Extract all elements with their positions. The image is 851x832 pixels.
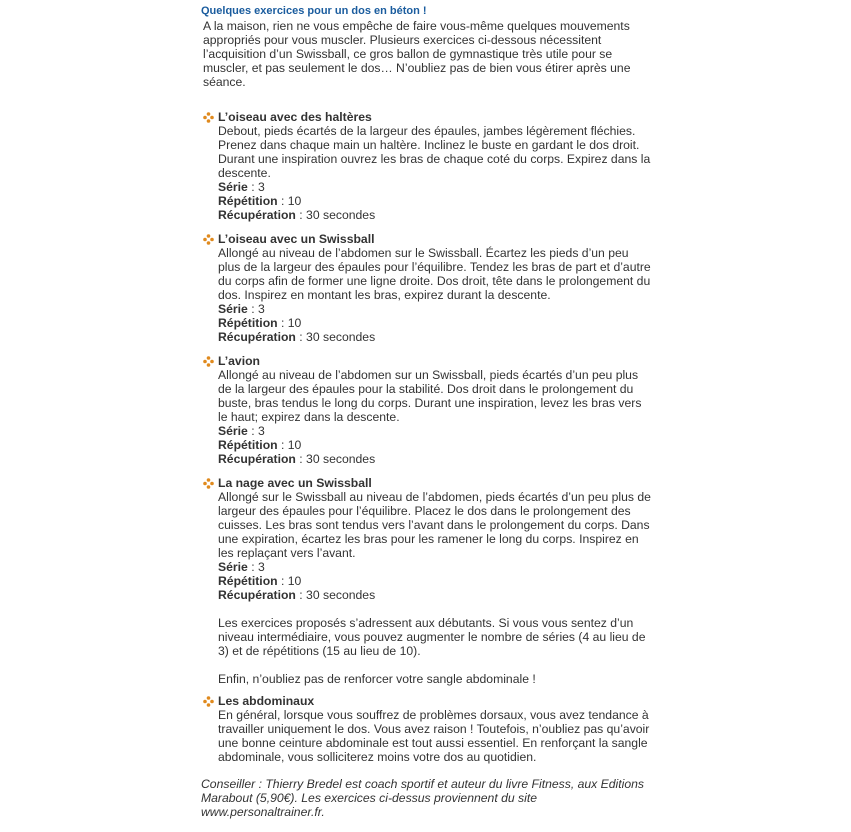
exercise-item bbox=[201, 354, 651, 466]
repetition-label: Répétition bbox=[218, 194, 278, 208]
exercise-serie bbox=[218, 302, 651, 316]
recuperation-label: Récupération bbox=[218, 588, 296, 602]
recuperation-label: Récupération bbox=[218, 330, 296, 344]
abdominals-title: Les abdominaux bbox=[218, 694, 315, 708]
abdominals-description: En général, lorsque vous souffrez de problèmes dorsaux, vous avez tendance à travailler uniquement le dos. Vous avez raison ! Toutefois, n’oubliez pas qu’avoir une bonne ceinture abdominale est tout aussi essentiel. En renforçant la sangle abdominale, vous solliciterez moins votre dos au quotidien. bbox=[218, 708, 650, 764]
orange-diamond-bullet-icon bbox=[203, 478, 214, 489]
orange-diamond-bullet-icon bbox=[203, 356, 214, 367]
orange-diamond-bullet-icon bbox=[203, 696, 214, 707]
serie-value: : 3 bbox=[247, 302, 265, 316]
orange-diamond-bullet-icon bbox=[203, 234, 214, 245]
exercise-title: L’oiseau avec un Swissball bbox=[218, 232, 375, 246]
article-intro: A la maison, rien ne vous empêche de faire vous-même quelques mouvements appropriés pour vous muscler. Plusieurs exercices ci-dessous nécessitent l’acquisition d’un Swissball, ce gros ballon de gymnastique très utile pour se muscler, et pas seulement le dos… N’oubliez pas de bien vous étirer après une séance. bbox=[203, 19, 631, 89]
exercise-recuperation bbox=[218, 208, 651, 222]
article bbox=[201, 5, 651, 819]
exercise-item bbox=[201, 232, 651, 344]
serie-label: Série bbox=[218, 302, 248, 316]
exercise-description: Allongé au niveau de l’abdomen sur le Swissball. Écartez les pieds d’un peu plus de la largeur des épaules pour l’équilibre. Tendez les bras de part et d’autre du corps afin de former une ligne droite. Dos droit, tête dans le prolongement du dos. Inspirez en montant les bras, expirez durant la descente. bbox=[218, 246, 651, 302]
author-credit: Conseiller : Thierry Bredel est coach sportif et auteur du livre Fitness, aux Editions Marabout (5,90€). Les exercices ci-dessus proviennent du site www.personaltrainer.fr. bbox=[201, 777, 645, 819]
recuperation-value: : 30 secondes bbox=[295, 330, 376, 344]
exercise-recuperation bbox=[218, 330, 651, 344]
exercise-repetition bbox=[218, 574, 651, 588]
repetition-label: Répétition bbox=[218, 574, 278, 588]
repetition-value: : 10 bbox=[277, 194, 302, 208]
serie-value: : 3 bbox=[247, 180, 265, 194]
repetition-label: Répétition bbox=[218, 438, 278, 452]
recuperation-value: : 30 secondes bbox=[295, 208, 376, 222]
exercise-description: Allongé au niveau de l’abdomen sur un Swissball, pieds écartés d’un peu plus de la largeur des épaules pour la stabilité. Dos droit dans le prolongement du buste, bras tendus le long du corps. Durant une inspiration, levez les bras vers le haut; expirez dans la descente. bbox=[218, 368, 642, 424]
exercise-recuperation bbox=[218, 588, 651, 602]
recuperation-value: : 30 secondes bbox=[295, 588, 376, 602]
exercise-title: La nage avec un Swissball bbox=[218, 476, 372, 490]
exercise-repetition bbox=[218, 194, 651, 208]
abdominals-section bbox=[201, 694, 651, 764]
recuperation-label: Récupération bbox=[218, 452, 296, 466]
recuperation-label: Récupération bbox=[218, 208, 296, 222]
advice-note-abdominal: Enfin, n’oubliez pas de renforcer votre sangle abdominale ! bbox=[218, 672, 536, 686]
exercise-serie bbox=[218, 560, 651, 574]
orange-diamond-bullet-icon bbox=[203, 112, 214, 123]
exercise-repetition bbox=[218, 438, 651, 452]
exercise-serie bbox=[218, 180, 651, 194]
exercise-recuperation bbox=[218, 452, 651, 466]
exercise-title: L’avion bbox=[218, 354, 260, 368]
serie-label: Série bbox=[218, 424, 248, 438]
advice-note-levels: Les exercices proposés s’adressent aux débutants. Si vous vous sentez d’un niveau intermédiaire, vous pouvez augmenter le nombre de séries (4 au lieu de 3) et de répétitions (15 au lieu de 10). bbox=[218, 616, 646, 658]
recuperation-value: : 30 secondes bbox=[295, 452, 376, 466]
exercise-list bbox=[201, 110, 651, 764]
exercise-repetition bbox=[218, 316, 651, 330]
article-heading: Quelques exercices pour un dos en béton ! bbox=[201, 5, 427, 17]
repetition-value: : 10 bbox=[277, 316, 302, 330]
exercise-description: Debout, pieds écartés de la largeur des épaules, jambes légèrement fléchies. Prenez dans chaque main un haltère. Inclinez le buste en gardant le dos droit. Durant une inspiration ouvrez les bras de chaque coté du corps. Expirez dans la descente. bbox=[218, 124, 651, 180]
repetition-value: : 10 bbox=[277, 438, 302, 452]
exercise-title: L’oiseau avec des haltères bbox=[218, 110, 372, 124]
serie-value: : 3 bbox=[247, 560, 265, 574]
exercise-item bbox=[201, 476, 651, 602]
exercise-description: Allongé sur le Swissball au niveau de l’abdomen, pieds écartés d’un peu plus de largeur des épaules pour l’équilibre. Placez le dos dans le prolongement des cuisses. Les bras sont tendus vers l’avant dans le prolongement du corps. Dans une expiration, écartez les bras pour les ramener le long du corps. Inspirez en les replaçant vers l’avant. bbox=[218, 490, 651, 560]
exercise-item bbox=[201, 110, 651, 222]
exercise-serie bbox=[218, 424, 651, 438]
serie-label: Série bbox=[218, 560, 248, 574]
advice-notes bbox=[201, 616, 651, 686]
repetition-value: : 10 bbox=[277, 574, 302, 588]
repetition-label: Répétition bbox=[218, 316, 278, 330]
serie-label: Série bbox=[218, 180, 248, 194]
serie-value: : 3 bbox=[247, 424, 265, 438]
